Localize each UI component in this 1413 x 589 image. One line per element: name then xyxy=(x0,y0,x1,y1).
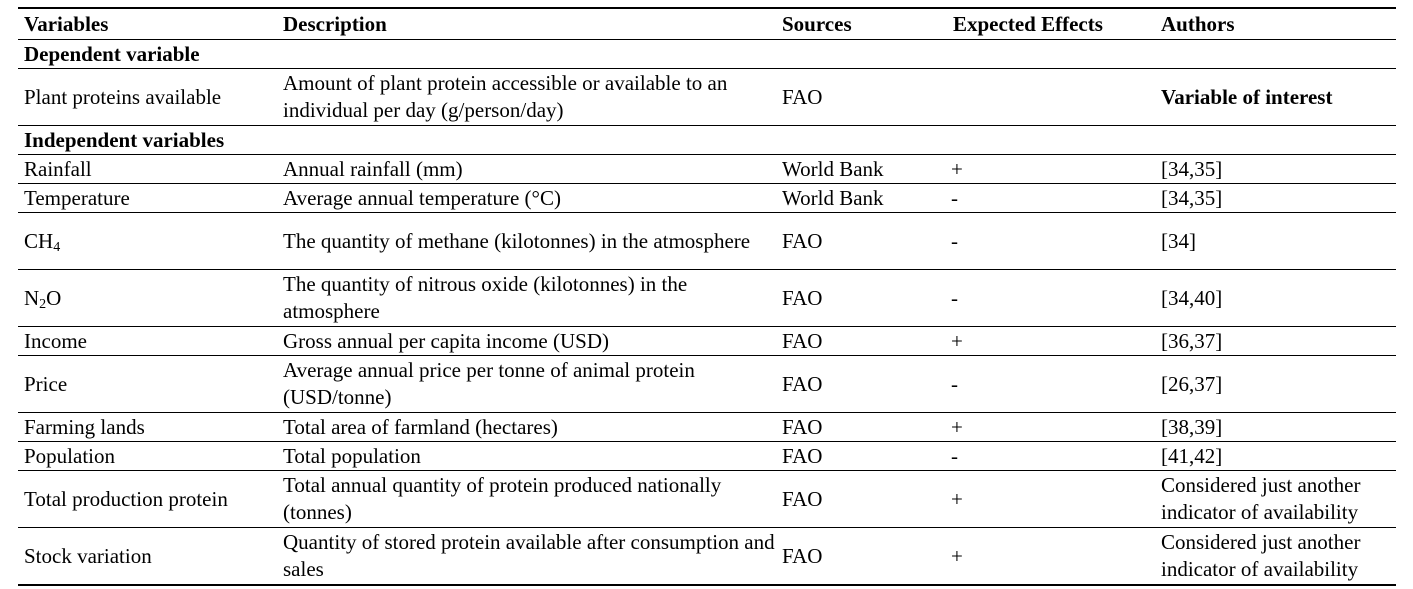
description-cell: Annual rainfall (mm) xyxy=(277,155,776,184)
description-cell: Total annual quantity of protein produced nationally (tonnes) xyxy=(277,471,776,528)
source-cell: FAO xyxy=(776,356,947,413)
description-cell: Average annual temperature (°C) xyxy=(277,184,776,213)
variable-cell: Population xyxy=(18,442,277,471)
description-cell: Average annual price per tonne of animal protein (USD/tonne) xyxy=(277,356,776,413)
effect-cell: - xyxy=(947,213,1155,270)
column-header-expected-effects: Expected Effects xyxy=(947,8,1155,40)
variables-table xyxy=(18,7,1396,586)
description-cell: Total population xyxy=(277,442,776,471)
variable-tail: O xyxy=(46,285,62,310)
effect-cell: - xyxy=(947,442,1155,471)
variable-cell: Temperature xyxy=(18,184,277,213)
authors-cell: Considered just another indicator of availability xyxy=(1155,471,1396,528)
table-row xyxy=(18,442,1396,471)
variable-base: CH xyxy=(24,228,54,253)
authors-cell: [41,42] xyxy=(1155,442,1396,471)
effect-cell: - xyxy=(947,184,1155,213)
source-cell: World Bank xyxy=(776,184,947,213)
table-row xyxy=(18,69,1396,126)
authors-cell: [34,40] xyxy=(1155,270,1396,327)
description-cell: The quantity of nitrous oxide (kilotonnes) in the atmosphere xyxy=(277,270,776,327)
authors-cell: [34,35] xyxy=(1155,184,1396,213)
variable-cell xyxy=(18,270,277,327)
effect-cell: - xyxy=(947,270,1155,327)
section-row-independent xyxy=(18,126,1396,155)
variables-table-container xyxy=(18,7,1396,586)
authors-cell: [34] xyxy=(1155,213,1396,270)
variable-cell xyxy=(18,213,277,270)
table-row xyxy=(18,155,1396,184)
variable-base: N xyxy=(24,285,40,310)
variable-cell: Rainfall xyxy=(18,155,277,184)
table-row xyxy=(18,528,1396,586)
source-cell: FAO xyxy=(776,69,947,126)
description-cell: Gross annual per capita income (USD) xyxy=(277,327,776,356)
table-row xyxy=(18,184,1396,213)
table-row xyxy=(18,270,1396,327)
effect-cell: + xyxy=(947,413,1155,442)
authors-cell: [26,37] xyxy=(1155,356,1396,413)
variable-cell: Price xyxy=(18,356,277,413)
authors-cell: Variable of interest xyxy=(1155,69,1396,126)
effect-cell: + xyxy=(947,155,1155,184)
column-header-description: Description xyxy=(277,8,776,40)
source-cell: FAO xyxy=(776,528,947,586)
source-cell: FAO xyxy=(776,442,947,471)
authors-cell: Considered just another indicator of availability xyxy=(1155,528,1396,586)
variable-subscript: 4 xyxy=(53,239,61,255)
source-cell: World Bank xyxy=(776,155,947,184)
effect-cell: + xyxy=(947,528,1155,586)
table-row xyxy=(18,213,1396,270)
description-cell: Total area of farmland (hectares) xyxy=(277,413,776,442)
table-row xyxy=(18,356,1396,413)
section-title-independent: Independent variables xyxy=(18,126,1396,155)
effect-cell: - xyxy=(947,356,1155,413)
table-row xyxy=(18,471,1396,528)
effect-cell: + xyxy=(947,327,1155,356)
variable-cell: Farming lands xyxy=(18,413,277,442)
effect-cell: + xyxy=(947,471,1155,528)
section-title-dependent: Dependent variable xyxy=(18,40,1396,69)
table-row xyxy=(18,413,1396,442)
variable-cell: Plant proteins available xyxy=(18,69,277,126)
source-cell: FAO xyxy=(776,270,947,327)
authors-cell: [34,35] xyxy=(1155,155,1396,184)
description-cell: The quantity of methane (kilotonnes) in the atmosphere xyxy=(277,213,776,270)
description-cell: Amount of plant protein accessible or available to an individual per day (g/person/day) xyxy=(277,69,776,126)
description-cell: Quantity of stored protein available after consumption and sales xyxy=(277,528,776,586)
table-row xyxy=(18,327,1396,356)
column-header-variables: Variables xyxy=(18,8,277,40)
variable-cell: Total production protein xyxy=(18,471,277,528)
source-cell: FAO xyxy=(776,413,947,442)
effect-cell xyxy=(947,69,1155,126)
table-header-row xyxy=(18,8,1396,40)
source-cell: FAO xyxy=(776,213,947,270)
source-cell: FAO xyxy=(776,471,947,528)
authors-cell: [38,39] xyxy=(1155,413,1396,442)
variable-subscript: 2 xyxy=(39,296,47,312)
column-header-sources: Sources xyxy=(776,8,947,40)
variable-cell: Stock variation xyxy=(18,528,277,586)
authors-cell: [36,37] xyxy=(1155,327,1396,356)
source-cell: FAO xyxy=(776,327,947,356)
column-header-authors: Authors xyxy=(1155,8,1396,40)
section-row-dependent xyxy=(18,40,1396,69)
variable-cell: Income xyxy=(18,327,277,356)
